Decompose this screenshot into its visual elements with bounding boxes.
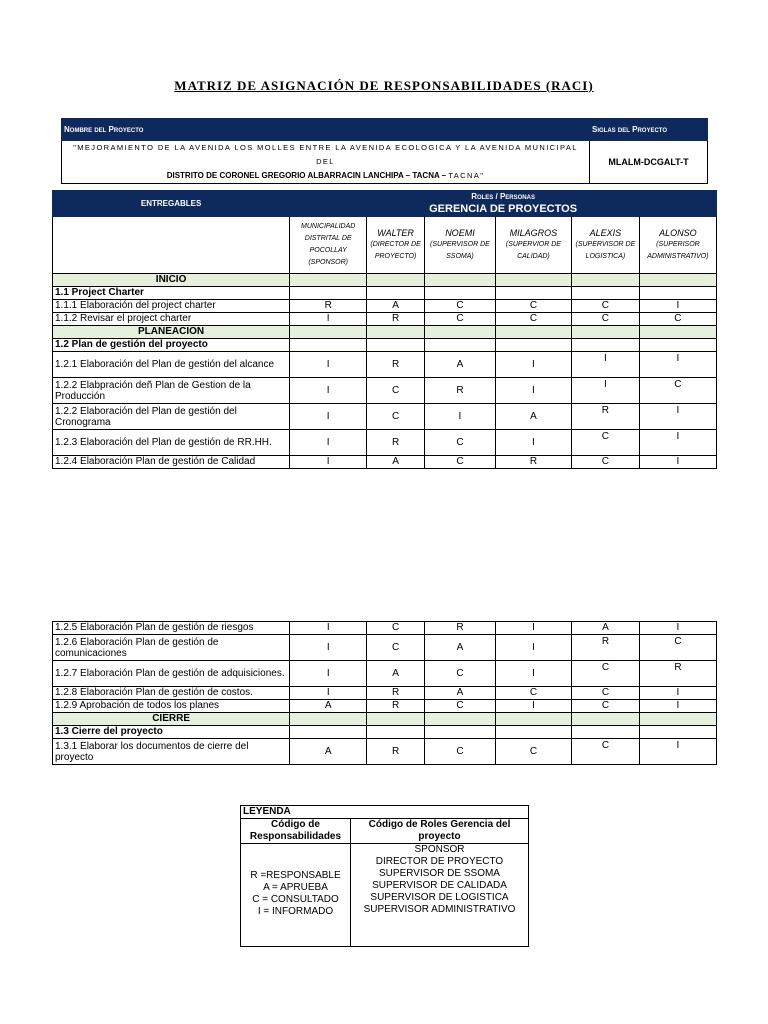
- raci-code-cell: C: [424, 456, 495, 469]
- raci-code-cell: R: [495, 456, 571, 469]
- raci-code-cell: I: [639, 700, 716, 713]
- raci-code-cell: I: [495, 635, 571, 661]
- raci-code-cell: C: [571, 661, 639, 687]
- role-column-header: [495, 217, 571, 274]
- raci-code-cell: C: [424, 300, 495, 313]
- empty-cell: [639, 713, 716, 726]
- raci-code-cell: I: [290, 456, 367, 469]
- legend-col2-header: Código de Roles Gerencia del proyecto: [351, 819, 529, 844]
- empty-cell: [495, 287, 571, 300]
- legend-role: SUPERVISOR DE SSOMA: [379, 868, 500, 879]
- raci-code-cell: R: [367, 687, 425, 700]
- deliverable-row: [53, 313, 717, 326]
- entregables-header: ENTREGABLES: [53, 191, 290, 217]
- document-title: MATRIZ DE ASIGNACIÓN DE RESPONSABILIDADES (RACI): [174, 78, 594, 93]
- role-title: (DIRECTOR DE PROYECTO): [370, 241, 421, 260]
- empty-cell: [639, 274, 716, 287]
- phase-label: CIERRE: [53, 713, 290, 726]
- raci-code-cell: R: [367, 313, 425, 326]
- role-person-name: ALEXIS: [589, 228, 622, 238]
- raci-code-cell: C: [495, 300, 571, 313]
- roles-header: Roles / Personas: [290, 191, 717, 203]
- role-column-header: [571, 217, 639, 274]
- raci-code-cell: I: [290, 430, 367, 456]
- raci-code-cell: R: [367, 430, 425, 456]
- role-title: (SUPERVISOR DE LOGISTICA): [575, 241, 636, 260]
- raci-code-cell: I: [639, 300, 716, 313]
- empty-cell: [290, 326, 367, 339]
- empty-cell: [290, 287, 367, 300]
- raci-code-cell: C: [639, 635, 716, 661]
- raci-code-cell: C: [571, 313, 639, 326]
- role-title: (SUPERISOR ADMINISTRATIVO): [647, 241, 709, 260]
- empty-cell: [425, 726, 496, 739]
- empty-cell: [571, 339, 639, 352]
- raci-code-cell: A: [290, 739, 367, 765]
- raci-code-cell: I: [290, 635, 367, 661]
- section-row: [53, 339, 717, 352]
- legend-code: C = CONSULTADO: [252, 894, 339, 905]
- empty-cell: [367, 287, 425, 300]
- empty-cell: [367, 726, 425, 739]
- deliverable-label: 1.2.7 Elaboración Plan de gestión de adquisiciones.: [53, 661, 290, 687]
- raci-code-cell: I: [571, 352, 639, 378]
- role-person-name: NOEMI: [445, 228, 475, 238]
- raci-code-cell: I: [290, 378, 367, 404]
- raci-code-cell: I: [495, 622, 571, 635]
- empty-cell: [495, 713, 571, 726]
- raci-code-cell: A: [367, 456, 425, 469]
- legend-role: SUPERVISOR DE LOGISTICA: [370, 892, 509, 903]
- role-person-name: MILAGROS: [509, 228, 558, 238]
- raci-code-cell: R: [571, 404, 639, 430]
- raci-code-cell: A: [571, 622, 639, 635]
- raci-code-cell: I: [290, 352, 367, 378]
- legend-code: R =RESPONSABLE: [250, 870, 341, 881]
- legend-code: I = INFORMADO: [257, 906, 334, 917]
- deliverable-row: [53, 622, 717, 635]
- raci-code-cell: C: [367, 635, 425, 661]
- section-label: 1.2 Plan de gestión del proyecto: [53, 339, 290, 352]
- raci-code-cell: C: [571, 456, 639, 469]
- deliverable-row: [53, 456, 717, 469]
- phase-row: [53, 713, 717, 726]
- project-sigla-label: Siglas del Proyecto: [590, 119, 708, 141]
- deliverable-label: 1.2.6 Elaboración Plan de gestión de comunicaciones: [53, 635, 290, 661]
- project-name-line2-end: TACNA": [448, 171, 485, 180]
- section-label: 1.3 Cierre del proyecto: [53, 726, 290, 739]
- project-info-table: [61, 118, 708, 184]
- deliverable-row: [53, 687, 717, 700]
- phase-label: INICIO: [53, 274, 290, 287]
- raci-code-cell: C: [367, 622, 425, 635]
- deliverable-label: 1.1.2 Revisar el project charter: [53, 313, 290, 326]
- raci-code-cell: A: [424, 352, 495, 378]
- raci-code-cell: I: [495, 430, 571, 456]
- empty-cell: [367, 326, 425, 339]
- empty-cell: [424, 287, 495, 300]
- raci-code-cell: C: [571, 687, 639, 700]
- role-column-header: [424, 217, 495, 274]
- raci-code-cell: I: [424, 404, 495, 430]
- raci-code-cell: I: [290, 622, 367, 635]
- raci-code-cell: C: [495, 687, 571, 700]
- deliverable-label: 1.2.3 Elaboración del Plan de gestión de RR.HH.: [53, 430, 290, 456]
- empty-cell: [571, 287, 639, 300]
- role-title: MUNICIPALIDAD DISTRITAL DE POCOLLAY (SPONSOR): [301, 223, 356, 266]
- legend-role: SUPERVISOR ADMINISTRATIVO: [363, 904, 516, 915]
- deliverable-row: [53, 300, 717, 313]
- raci-code-cell: C: [367, 404, 425, 430]
- raci-code-cell: I: [290, 313, 367, 326]
- raci-code-cell: A: [425, 635, 496, 661]
- phase-row: [53, 274, 717, 287]
- deliverable-row: [53, 378, 717, 404]
- raci-code-cell: C: [424, 313, 495, 326]
- deliverable-label: 1.2.1 Elaboración del Plan de gestión del alcance: [53, 352, 290, 378]
- phase-row: [53, 326, 717, 339]
- project-name: [62, 141, 590, 184]
- raci-code-cell: R: [367, 700, 425, 713]
- empty-cell: [495, 326, 571, 339]
- raci-code-cell: I: [639, 430, 716, 456]
- empty-cell: [571, 274, 639, 287]
- deliverable-row: [53, 352, 717, 378]
- raci-table-part1: [52, 190, 717, 469]
- project-sigla: MLALM-DCGALT-T: [590, 141, 708, 184]
- deliverable-label: 1.3.1 Elaborar los documentos de cierre del proyecto: [53, 739, 290, 765]
- empty-cell: [424, 339, 495, 352]
- raci-code-cell: C: [571, 739, 639, 765]
- empty-cell: [424, 326, 495, 339]
- section-label: 1.1 Project Charter: [53, 287, 290, 300]
- deliverable-label: 1.2.8 Elaboración Plan de gestión de costos.: [53, 687, 290, 700]
- raci-code-cell: A: [495, 404, 571, 430]
- empty-cell: [367, 713, 425, 726]
- empty-cell: [495, 726, 571, 739]
- raci-code-cell: A: [290, 700, 367, 713]
- empty-cell: [290, 274, 367, 287]
- empty-cell: [571, 713, 639, 726]
- deliverable-label: 1.2.9 Aprobación de todos los planes: [53, 700, 290, 713]
- empty-cell: [367, 339, 425, 352]
- empty-cell: [425, 713, 496, 726]
- raci-code-cell: C: [425, 739, 496, 765]
- deliverable-label: 1.2.2 Elaboración del Plan de gestión del Cronograma: [53, 404, 290, 430]
- raci-code-cell: I: [571, 378, 639, 404]
- gerencia-header: GERENCIA DE PROYECTOS: [290, 203, 717, 217]
- deliverable-row: [53, 635, 717, 661]
- raci-code-cell: R: [571, 635, 639, 661]
- raci-code-cell: C: [571, 700, 639, 713]
- raci-code-cell: C: [424, 430, 495, 456]
- phase-label: PLANEACION: [53, 326, 290, 339]
- raci-code-cell: R: [290, 300, 367, 313]
- legend-code: A = APRUEBA: [263, 882, 328, 893]
- empty-cell: [290, 713, 367, 726]
- empty-cell: [639, 287, 716, 300]
- raci-table-part2: [52, 621, 717, 765]
- raci-code-cell: R: [367, 352, 425, 378]
- raci-code-cell: I: [639, 687, 716, 700]
- legend-table: [240, 805, 529, 947]
- empty-cell: [639, 326, 716, 339]
- raci-code-cell: I: [639, 456, 716, 469]
- legend-role: SPONSOR: [414, 844, 465, 855]
- raci-code-cell: C: [495, 739, 571, 765]
- deliverable-row: [53, 661, 717, 687]
- section-row: [53, 287, 717, 300]
- raci-code-cell: I: [495, 352, 571, 378]
- empty-cell: [639, 726, 716, 739]
- empty-cell: [495, 339, 571, 352]
- role-person-name: WALTER: [377, 228, 414, 238]
- role-column-header: [290, 217, 367, 274]
- raci-code-cell: I: [290, 687, 367, 700]
- raci-code-cell: I: [495, 661, 571, 687]
- raci-code-cell: I: [290, 404, 367, 430]
- project-name-line2: DISTRITO DE CORONEL GREGORIO ALBARRACIN LANCHIPA – TACNA –: [166, 171, 447, 180]
- deliverable-row: [53, 700, 717, 713]
- raci-code-cell: I: [495, 378, 571, 404]
- raci-code-cell: A: [425, 687, 496, 700]
- empty-cell: [367, 274, 425, 287]
- project-name-label: Nombre del Proyecto: [62, 119, 590, 141]
- empty-header-cell: [53, 217, 290, 274]
- raci-code-cell: I: [639, 352, 716, 378]
- legend-codes: [241, 844, 351, 947]
- raci-code-cell: I: [495, 700, 571, 713]
- raci-code-cell: C: [425, 700, 496, 713]
- empty-cell: [424, 274, 495, 287]
- raci-code-cell: C: [571, 300, 639, 313]
- empty-cell: [639, 339, 716, 352]
- empty-cell: [290, 726, 367, 739]
- raci-code-cell: R: [425, 622, 496, 635]
- role-title: (SUPERVIOR DE CALIDAD): [505, 241, 561, 260]
- raci-code-cell: C: [571, 430, 639, 456]
- role-column-header: [367, 217, 425, 274]
- legend-role: DIRECTOR DE PROYECTO: [375, 856, 504, 867]
- raci-code-cell: A: [367, 661, 425, 687]
- empty-cell: [290, 339, 367, 352]
- raci-code-cell: I: [639, 404, 716, 430]
- deliverable-row: [53, 430, 717, 456]
- raci-code-cell: A: [367, 300, 425, 313]
- deliverable-label: 1.1.1 Elaboración del project charter: [53, 300, 290, 313]
- raci-code-cell: I: [290, 661, 367, 687]
- raci-code-cell: C: [367, 378, 425, 404]
- raci-code-cell: R: [367, 739, 425, 765]
- raci-code-cell: I: [639, 739, 716, 765]
- legend-roles: [351, 844, 529, 947]
- deliverable-row: [53, 739, 717, 765]
- deliverable-label: 1.2.4 Elaboración Plan de gestión de Calidad: [53, 456, 290, 469]
- legend-title: LEYENDA: [241, 806, 529, 819]
- deliverable-label: 1.2.2 Elabpración deñ Plan de Gestion de la Producción: [53, 378, 290, 404]
- role-column-header: [639, 217, 716, 274]
- raci-code-cell: C: [495, 313, 571, 326]
- raci-code-cell: R: [639, 661, 716, 687]
- project-name-line1: "MEJORAMIENTO DE LA AVENIDA LOS MOLLES ENTRE LA AVENIDA ECOLOGICA Y LA AVENIDA MUNICIPAL DEL: [73, 143, 578, 166]
- raci-code-cell: R: [424, 378, 495, 404]
- raci-code-cell: C: [639, 378, 716, 404]
- section-row: [53, 726, 717, 739]
- raci-code-cell: C: [639, 313, 716, 326]
- legend-role: SUPERVISOR DE CALIDADA: [372, 880, 507, 891]
- role-person-name: ALONSO: [659, 228, 697, 238]
- empty-cell: [495, 274, 571, 287]
- raci-code-cell: I: [639, 622, 716, 635]
- raci-code-cell: C: [425, 661, 496, 687]
- deliverable-row: [53, 404, 717, 430]
- empty-cell: [571, 326, 639, 339]
- deliverable-label: 1.2.5 Elaboración Plan de gestión de riesgos: [53, 622, 290, 635]
- role-title: (SUPERVISOR DE SSOMA): [430, 241, 490, 260]
- legend-col1-header: Código de Responsabilidades: [241, 819, 351, 844]
- empty-cell: [571, 726, 639, 739]
